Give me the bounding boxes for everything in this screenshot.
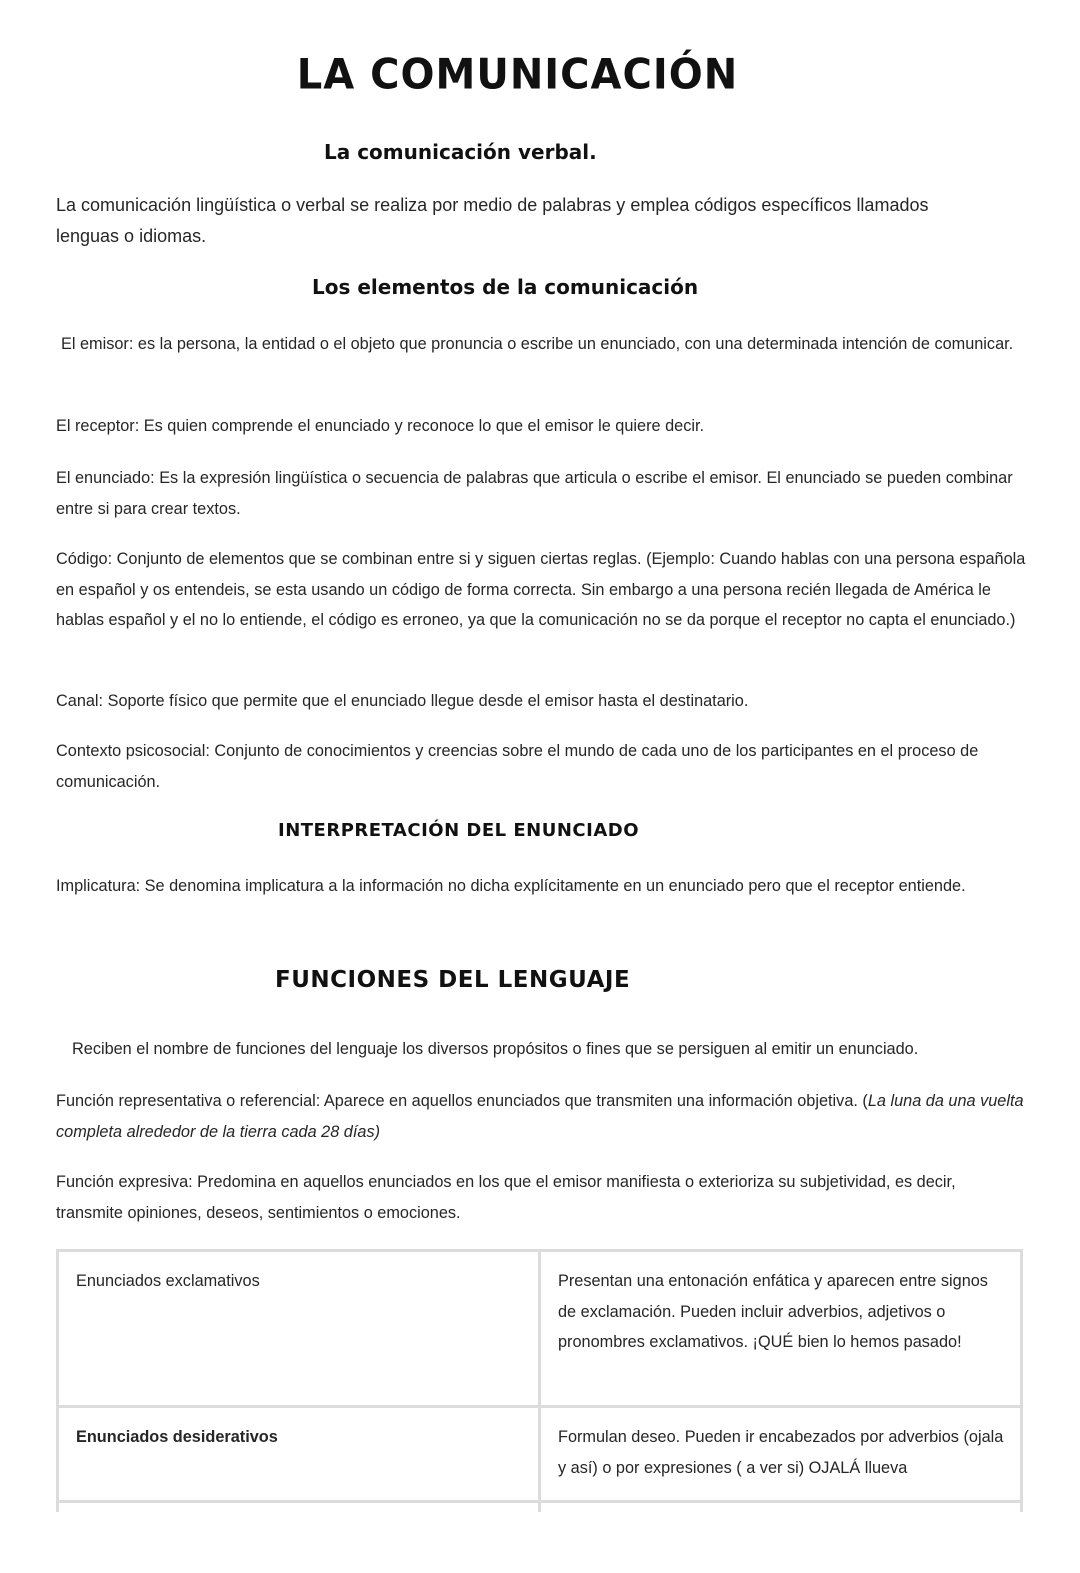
implicatura-paragraph: Implicatura: Se denomina implicatura a la información no dicha explícitamente en un enunciado pero que el receptor entiende. [56, 877, 966, 895]
enunciados-table [56, 1249, 1023, 1543]
elements-heading: Los elementos de la comunicación [312, 275, 699, 299]
functions-heading: FUNCIONES DEL LENGUAJE [275, 967, 631, 993]
page-title: LA COMUNICACIÓN [296, 50, 739, 100]
element-canal: Canal: Soporte físico que permite que el enunciado llegue desde el emisor hasta el destinatario. [56, 692, 749, 710]
interpretation-heading: INTERPRETACIÓN DEL ENUNCIADO [278, 820, 639, 841]
table-row [58, 1407, 1022, 1502]
table-cell-description: Presentan una entonación enfática y aparecen entre signos de exclamación. Pueden incluir adverbios, adjetivos o pronombres exclamativos. ¡QUÉ bien lo hemos pasado! [540, 1251, 1022, 1407]
representativa-text: Función representativa o referencial: Aparece en aquellos enunciados que transmiten una información objetiva. ( [56, 1092, 868, 1110]
element-emisor: El emisor: es la persona, la entidad o el objeto que pronuncia o escribe un enunciado, con una determinada intención de comunicar. [61, 335, 1014, 353]
representativa-example: La luna da una vuelta completa alrededor de la tierra cada 28 días) [56, 1092, 1024, 1141]
element-enunciado: El enunciado: Es la expresión lingüística o secuencia de palabras que articula o escribe el emisor. El enunciado se pueden combinar entre si para crear textos. [56, 469, 1013, 518]
element-codigo: Código: Conjunto de elementos que se combinan entre si y siguen ciertas reglas. (Ejemplo: Cuando hablas con una persona española en español y os entendeis, se esta usando un código de forma correcta. Sin embargo a una persona recién llegada de América le hablas español y el no lo entiende, el código es erroneo, ya que la comunicación no se da porque el receptor no capta el enunciado.) [56, 550, 1026, 629]
table-cell-type: Enunciados desiderativos [58, 1407, 540, 1502]
function-expresiva: Función expresiva: Predomina en aquellos enunciados en los que el emisor manifiesta o exterioriza su subjetividad, es decir, transmite opiniones, deseos, sentimientos o emociones. [56, 1173, 956, 1222]
table-cell-description: Formulan deseo. Pueden ir encabezados por adverbios (ojala y así) o por expresiones ( a ver si) OJALÁ llueva [540, 1407, 1022, 1502]
element-receptor: El receptor: Es quien comprende el enunciado y reconoce lo que el emisor le quiere decir. [56, 417, 705, 435]
intro-paragraph: La comunicación lingüística o verbal se realiza por medio de palabras y emplea códigos específicos llamados lenguas o idiomas. [56, 195, 929, 246]
element-contexto: Contexto psicosocial: Conjunto de conocimientos y creencias sobre el mundo de cada uno de los participantes en el proceso de comunicación. [56, 742, 979, 791]
subtitle: La comunicación verbal. [324, 140, 597, 164]
page-cutoff [0, 1512, 1080, 1573]
functions-intro: Reciben el nombre de funciones del lenguaje los diversos propósitos o fines que se persiguen al emitir un enunciado. [72, 1040, 919, 1058]
function-representativa [56, 1086, 1026, 1147]
table-row [58, 1251, 1022, 1407]
table-cell-type: Enunciados exclamativos [58, 1251, 540, 1407]
